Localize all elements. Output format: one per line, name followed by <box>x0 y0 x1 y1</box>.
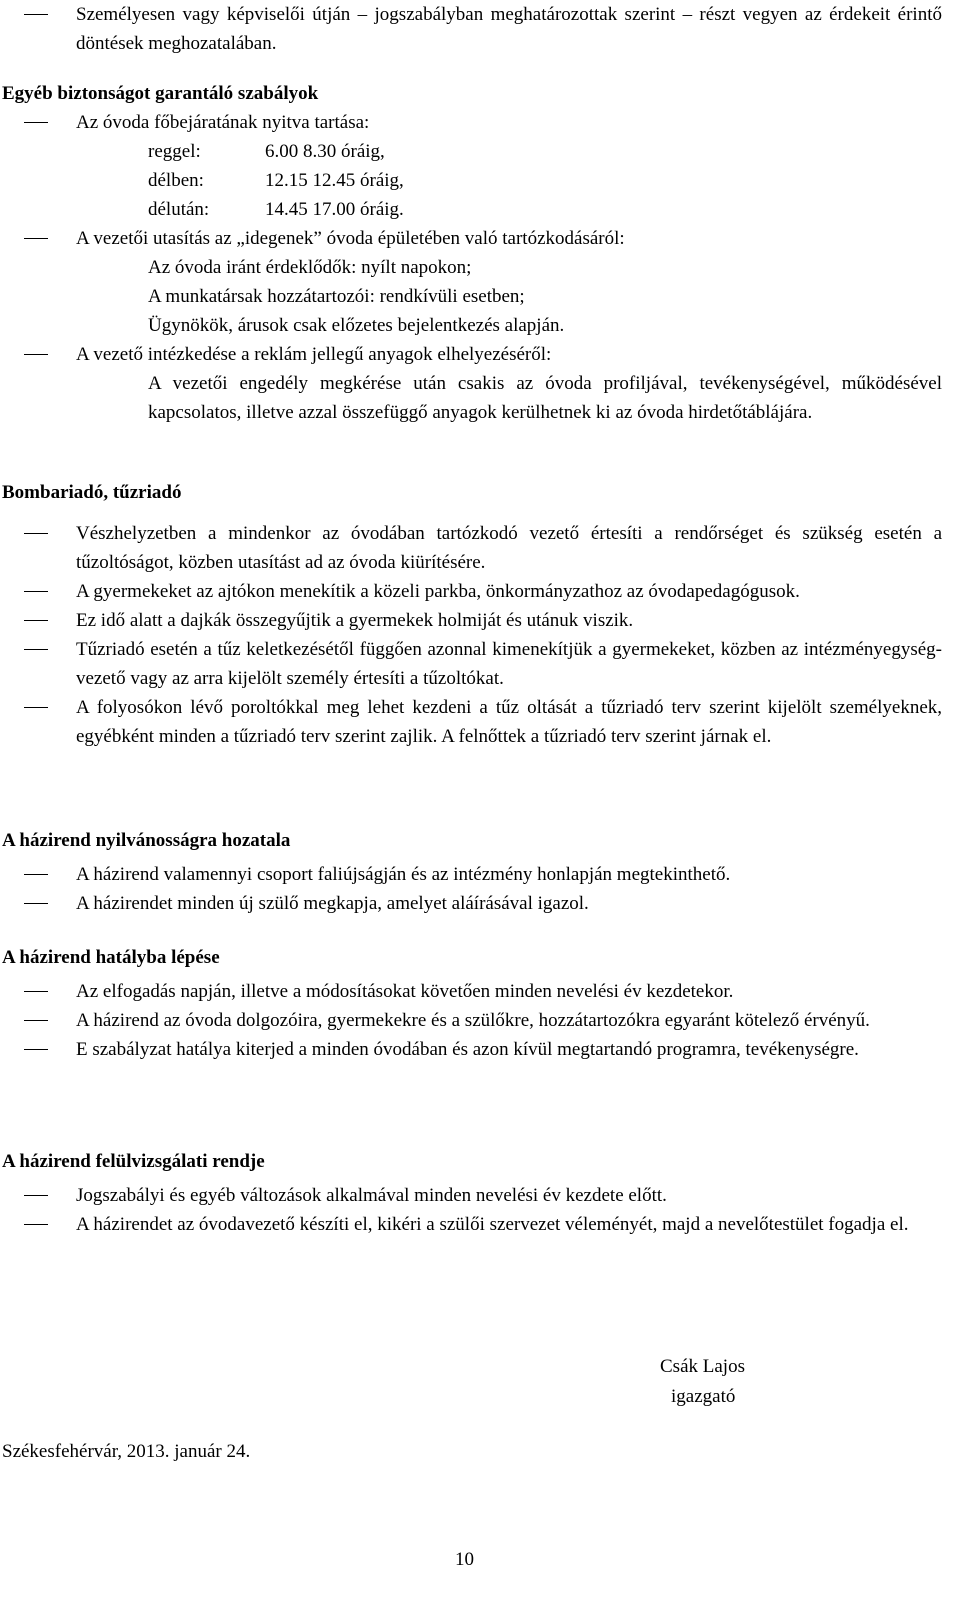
list-item-text: A vezetői utasítás az „idegenek” óvoda épületében való tartózkodásáról: <box>76 228 625 249</box>
dash-bullet-icon <box>24 874 48 875</box>
dash-bullet-icon <box>24 620 48 621</box>
list-item-text: Ez idő alatt a dajkák összegyűjtik a gyermekek holmiját és utánuk viszik. <box>76 610 634 631</box>
list-item <box>0 635 960 693</box>
list-item-text: A házirend az óvoda dolgozóira, gyermekekre és a szülőkre, hozzátartozókra egyaránt kötelező érvényű. <box>76 1010 870 1031</box>
dash-bullet-icon <box>24 649 48 650</box>
dash-bullet-icon <box>24 238 48 239</box>
signatory-title: igazgató <box>671 1386 736 1407</box>
dash-bullet-icon <box>24 1049 48 1050</box>
dash-bullet-icon <box>24 533 48 534</box>
indented-line: Ügynökök, árusok csak előzetes bejelentkezés alapján. <box>148 315 565 336</box>
list-item-text: Személyesen vagy képviselői útján – jogszabályban meghatározottak szerint – részt vegyen az érdekeit érintő döntések meghozatalában. <box>76 4 942 54</box>
indented-line: Az óvoda iránt érdeklődők: nyílt napokon; <box>148 257 472 278</box>
list-item <box>0 1210 960 1239</box>
list-item-text: A folyosókon lévő poroltókkal meg lehet kezdeni a tűz oltását a tűzriadó terv szerint kijelölt személyeknek, egyébként minden a tűzriadó terv szerint zajlik. A felnőttek a tűzriadó terv szerint járnak el. <box>76 697 942 747</box>
intro-section <box>0 0 960 58</box>
list-item-text: A vezető intézkedése a reklám jellegű anyagok elhelyezéséről: <box>76 344 552 365</box>
time-label: délben: <box>148 170 204 191</box>
list-item-text: Jogszabályi és egyéb változások alkalmával minden nevelési év kezdete előtt. <box>76 1185 667 1206</box>
section-heading: Bombariadó, tűzriadó <box>2 482 182 503</box>
list-item <box>0 977 960 1006</box>
dash-bullet-icon <box>24 707 48 708</box>
opening-time-row <box>0 137 960 166</box>
list-item <box>0 108 960 137</box>
publicity-section <box>0 826 960 918</box>
dash-bullet-icon <box>24 1020 48 1021</box>
signatory-name: Csák Lajos <box>660 1356 745 1377</box>
list-item <box>0 606 960 635</box>
indented-line: A munkatársak hozzátartozói: rendkívüli esetben; <box>148 286 525 307</box>
security-section <box>0 79 960 427</box>
effect-section <box>0 943 960 1064</box>
list-item-text: E szabályzat hatálya kiterjed a minden óvodában és azon kívül megtartandó programra, tevékenységre. <box>76 1039 859 1060</box>
dash-bullet-icon <box>24 14 48 15</box>
dash-bullet-icon <box>24 354 48 355</box>
time-value: 12.15 12.45 óráig, <box>265 170 404 191</box>
opening-time-row <box>0 195 960 224</box>
list-item <box>0 577 960 606</box>
list-item-text: Az elfogadás napján, illetve a módosításokat követően minden nevelési év kezdetekor. <box>76 981 734 1002</box>
place-and-date: Székesfehérvár, 2013. január 24. <box>2 1441 251 1462</box>
dash-bullet-icon <box>24 903 48 904</box>
list-item <box>0 889 960 918</box>
list-item <box>0 1006 960 1035</box>
list-item-text: A házirendet minden új szülő megkapja, amelyet aláírásával igazol. <box>76 893 589 914</box>
dash-bullet-icon <box>24 1224 48 1225</box>
time-value: 6.00 8.30 óráig, <box>265 141 385 162</box>
section-heading: A házirend nyilvánosságra hozatala <box>2 830 291 851</box>
review-section <box>0 1147 960 1239</box>
page-number: 10 <box>455 1549 474 1570</box>
section-heading: A házirend hatályba lépése <box>2 947 220 968</box>
dash-bullet-icon <box>24 122 48 123</box>
list-item <box>0 693 960 751</box>
list-item <box>0 0 960 58</box>
list-item <box>0 1181 960 1210</box>
list-item <box>0 224 960 253</box>
list-item <box>0 860 960 889</box>
dash-bullet-icon <box>24 991 48 992</box>
dash-bullet-icon <box>24 1195 48 1196</box>
list-item-text: A házirend valamennyi csoport faliújságján és az intézmény honlapján megtekinthető. <box>76 864 731 885</box>
time-label: reggel: <box>148 141 201 162</box>
opening-time-row <box>0 166 960 195</box>
list-item-text: A gyermekeket az ajtókon menekítik a közeli parkba, önkormányzathoz az óvodapedagógusok. <box>76 581 800 602</box>
time-label: délután: <box>148 199 210 220</box>
list-item <box>0 340 960 369</box>
section-heading: Egyéb biztonságot garantáló szabályok <box>2 83 319 104</box>
time-value: 14.45 17.00 óráig. <box>265 199 404 220</box>
list-item-text: Tűzriadó esetén a tűz keletkezésétől függően azonnal kimenekítjük a gyermekeket, közben az intézményegység-vezető vagy az arra kijelölt személy értesíti a tűzoltókat. <box>76 639 942 689</box>
section-heading: A házirend felülvizsgálati rendje <box>2 1151 265 1172</box>
list-item-text: Az óvoda főbejáratának nyitva tartása: <box>76 112 370 133</box>
list-item <box>0 1035 960 1064</box>
list-item <box>0 519 960 577</box>
dash-bullet-icon <box>24 591 48 592</box>
list-item-text: Vészhelyzetben a mindenkor az óvodában tartózkodó vezető értesíti a rendőrséget és szükség esetén a tűzoltóságot, közben utasítást ad az óvoda kiürítésére. <box>76 523 942 573</box>
alarm-section <box>0 478 960 751</box>
indented-paragraph: A vezetői engedély megkérése után csakis az óvoda profiljával, tevékenységével, működésével kapcsolatos, illetve azzal összefüggő anyagok kerülhetnek ki az óvoda hirdetőtáblájára. <box>148 373 942 423</box>
list-item-text: A házirendet az óvodavezető készíti el, kikéri a szülői szervezet véleményét, majd a nevelőtestület fogadja el. <box>76 1214 909 1235</box>
